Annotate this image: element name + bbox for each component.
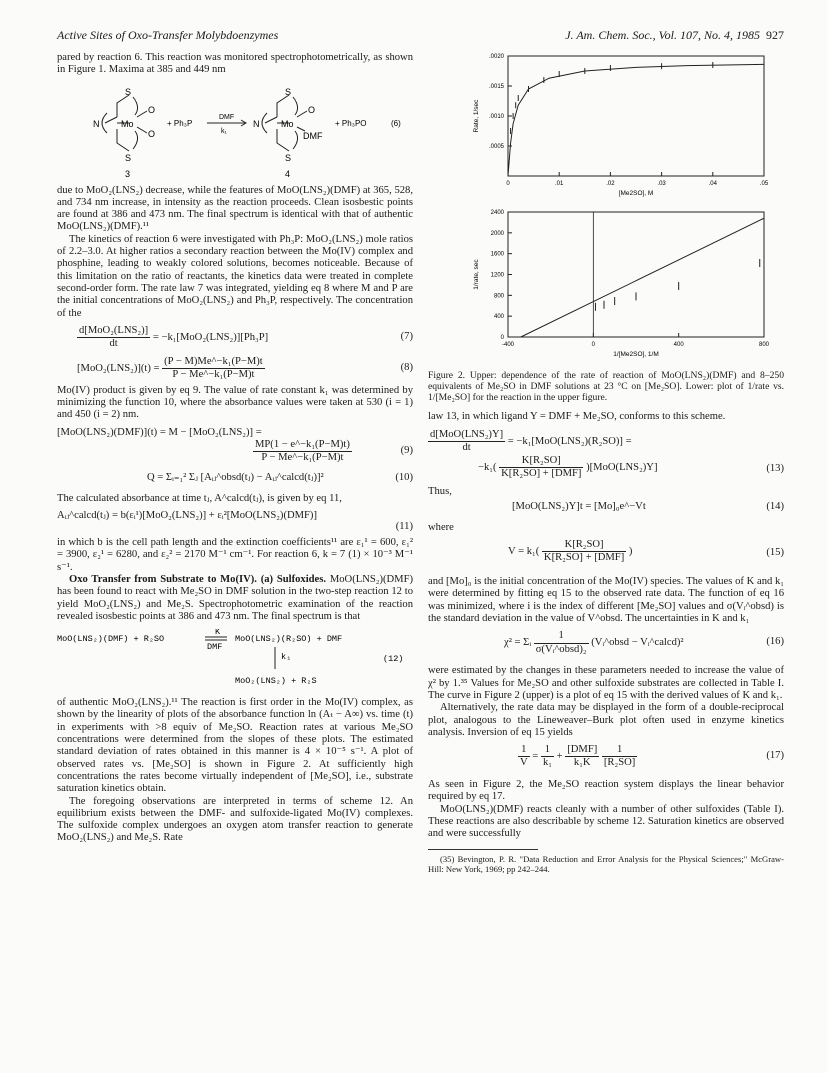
- eq14-body: [MoO(LNS₂)Y]t = [Mo]₀e^−Vt: [512, 500, 646, 512]
- y-axis-label: 1/rate, sec: [473, 259, 480, 290]
- paragraph: As seen in Figure 2, the Me₂SO reaction system displays the linear behavior required by eq 17.: [428, 779, 784, 803]
- equation-number: (7): [400, 330, 413, 342]
- eq13-inner-num: K[R₂SO]: [499, 455, 583, 468]
- eq8-denominator: P − Me^−k₁(P−M)t: [172, 369, 255, 381]
- paragraph: in which b is the cell path length and the extinction coefficients¹¹ are ε₁¹ = 600, ε₁² = 3900, ε₂¹ = 6280, and ε₂² = 2170 M⁻¹ cm⁻¹. For reaction 6, k = 7 (1) × 10⁻³ M⁻¹ s⁻¹.: [57, 537, 413, 573]
- y-tick-label: 400: [493, 314, 504, 321]
- x-tick-label: .03: [657, 181, 666, 187]
- y-tick-label: 0: [500, 335, 504, 341]
- x-tick-label: 0: [591, 342, 596, 348]
- y-tick-label: .0015: [488, 84, 504, 90]
- equation-7: [57, 323, 413, 351]
- y-tick-label: .0005: [488, 144, 504, 150]
- paragraph: Alternatively, the rate data may be displayed in the form of a double-reciprocal plot, analogous to the Lineweaver–Burk plot often used in enzyme kinetics analysis. Inversion of eq 15 yields: [428, 702, 784, 738]
- equation-number: (9): [400, 444, 413, 456]
- atom-o: O: [308, 104, 316, 115]
- paragraph: [57, 574, 413, 623]
- eq17-d-den: [R₂SO]: [603, 757, 636, 769]
- y-tick-label: 1200: [490, 272, 504, 279]
- y-tick-label: .0010: [488, 114, 504, 120]
- eq16-rhs: (Vᵢ^obsd − Vᵢ^calcd)²: [591, 637, 684, 649]
- reaction-6-drawing: [57, 83, 413, 179]
- eq8-lhs: [MoO₂(LNS₂)](t) =: [77, 363, 160, 375]
- eq13-rhs: = −k₁[MoO(LNS₂)(R₂SO)] =: [507, 435, 632, 447]
- ligand-dmf: DMF: [303, 130, 323, 141]
- equation-11: [57, 508, 413, 534]
- paragraph-text: MoO(LNS₂)(DMF) has been found to react with Me₂SO in DMF solution in the two-step reaction 12 to yield MoO₂(LNS₂) and Me₂S. Spectrophotometric examination of the reaction revealed isosbestic points at 386 and 473 nm. The final spectrum is that: [57, 573, 413, 622]
- eq17-a-den: V: [520, 757, 528, 769]
- eq17-a-num: 1: [518, 744, 530, 757]
- eq9-numerator: MP(1 − e^−k₁(P−M)t): [253, 439, 352, 452]
- eq16-lhs: χ² = Σᵢ: [504, 637, 532, 649]
- eq17-c-den: k₁K: [573, 757, 591, 769]
- chart-upper: [473, 54, 769, 197]
- eq7-rhs: = −k₁[MoO₂(LNS₂)][Ph₃P]: [152, 332, 269, 344]
- equation-15: V = k₁( $\frac{\text{K[R₂SO]}}{\text{K[R₂SO] + [DMF]}}$ ) (15): [508, 539, 784, 564]
- reaction-scheme-12: [57, 629, 413, 691]
- equation-number: (15): [766, 547, 784, 559]
- regression-line: [521, 218, 764, 337]
- x-tick-label: 800: [758, 342, 770, 348]
- scheme12-under: DMF: [207, 642, 223, 653]
- x-axis-label: 1/[Me2SO], 1/M: [613, 351, 659, 358]
- atom-n: N: [93, 118, 100, 129]
- chart-lower: [473, 210, 770, 358]
- equation-number: (17): [766, 750, 784, 762]
- x-tick-label: .05: [759, 181, 769, 187]
- scheme12-k1: k₁: [281, 652, 292, 663]
- equation-number: (11): [395, 521, 413, 533]
- equation-17: $\frac{1}{V}$ = $\frac{1}{\text{k₁}}$ + $\frac{\text{[DMF]}}{\text{k₁K}}$ $\frac{1}{\text{[R₂SO]}}$ (17): [520, 744, 784, 769]
- eq7-numerator: d[MoO₂(LNS₂)]: [77, 325, 150, 338]
- arrow-bottom-label: k₁: [221, 127, 227, 135]
- plot-frame: [508, 212, 764, 337]
- equation-9: [57, 425, 413, 467]
- equation-13: $\frac{\text{d[MoO(LNS₂)Y]}}{dt}$ = −k₁[MoO(LNS₂)(R₂SO)] = −k₁( $\frac{\text{K[R₂SO]}}{\text{K[R₂SO] + [DMF]}}$ )[MoO(LNS₂)Y] (13): [430, 428, 784, 479]
- atom-o2: O: [148, 128, 156, 139]
- x-tick-label: .01: [555, 181, 564, 187]
- y-tick-label: .0020: [488, 54, 504, 60]
- equation-number: (6): [391, 118, 401, 128]
- paragraph: due to MoO₂(LNS₂) decrease, while the features of MoO(LNS₂)(DMF) at 365, 528, and 734 nm increase, in intensity as the reaction proceeds. Clean isosbestic points are found at 386 and 473 nm. The final spectrum is identical with that of authentic MoO(LNS₂)(DMF).¹¹: [57, 184, 413, 233]
- eq7-denominator: dt: [109, 338, 118, 350]
- eq15-lhs: V = k₁: [508, 546, 536, 558]
- y-tick-label: 800: [493, 293, 504, 300]
- compound-number-3: 3: [125, 168, 131, 179]
- equation-8: [57, 354, 413, 382]
- atom-o1: O: [148, 104, 156, 115]
- x-tick-label: -400: [501, 342, 515, 348]
- eq9-denominator: P − Me^−k₁(P−M)t: [261, 452, 344, 464]
- equation-number: (12): [383, 654, 404, 665]
- plot-frame: [508, 56, 764, 176]
- left-column: [57, 52, 413, 845]
- reaction-scheme-6: [57, 83, 413, 179]
- equation-number: (16): [766, 636, 784, 648]
- eq15-numerator: K[R₂SO]: [542, 539, 626, 552]
- paragraph: The kinetics of reaction 6 were investigated with Ph₃P: MoO₂(LNS₂) mole ratios of 2.2–3.0. At higher ratios a secondary reaction between the Mo(IV) complex and phosphine, leading to weakly colored solutions, becomes noticeable. Because of this limitation on the ratio of reactants, the kinetics data were treated in complete second-order form. The rate law 7 was integrated, yielding eq 8 where M and P are the initial concentrations of MoO₂(LNS₂) and Ph₃P, respectively. The concentration of the: [57, 233, 413, 319]
- x-tick-label: 0: [506, 181, 510, 187]
- atom-mo: Mo: [121, 118, 134, 129]
- figure-caption: Figure 2. Upper: dependence of the rate of reaction of MoO(LNS₂)(DMF) and 8–250 equivalents of Me₂SO in DMF solutions at 23 °C on [Me₂SO]. Lower: plot of 1/rate vs. 1/[Me₂SO] for the reaction in the upper figure.: [428, 370, 784, 404]
- eq13-line2-pre: −k₁: [478, 461, 493, 473]
- eq13-denominator: dt: [462, 441, 471, 453]
- arrow-top-label: DMF: [219, 113, 235, 121]
- scheme-12-drawing: [57, 629, 413, 691]
- eq17-b-den: k₁: [542, 757, 552, 769]
- page-number: 927: [766, 28, 784, 42]
- atom-s-top: S: [125, 86, 132, 97]
- eq16-numerator: 1: [534, 630, 589, 643]
- eq8-numerator: (P − M)Me^−k₁(P−M)t: [162, 356, 265, 369]
- eq11-body: Aᵢⱼ^calcd(tⱼ) = b(εᵢ¹)[MoO₂(LNS₂)] + εᵢ²[MoO(LNS₂)(DMF)]: [57, 510, 317, 522]
- y-tick-label: 2400: [490, 210, 504, 216]
- eq15-denominator: K[R₂SO] + [DMF]: [543, 552, 625, 564]
- paragraph: The foregoing observations are interpreted in terms of scheme 12. An equilibrium exists between the DMF- and sulfoxide-ligated Mo(IV) complexes. The sulfoxide complex undergoes an oxygen atom transfer reaction to generate MoO₂(LNS₂) and Me₂S. Rate: [57, 795, 413, 844]
- scheme12-k: K: [215, 629, 221, 638]
- paragraph: law 13, in which ligand Y = DMF + Me₂SO, conforms to this scheme.: [428, 411, 726, 423]
- eq9-lhs: [MoO(LNS₂)(DMF)](t) = M − [MoO₂(LNS₂)] =: [57, 426, 262, 438]
- equation-16: [428, 628, 784, 662]
- paragraph: were estimated by the changes in these parameters needed to increase the value of χ² by 1.³⁵ Values for Me₂SO and other sulfoxide substrates are collected in Table I. The curve in Figure 2 (upper) is a plot of eq 15 with the derived values of K and k₁.: [428, 665, 784, 701]
- scheme12-reactants: MoO(LNS₂)(DMF) + R₂SO: [57, 634, 165, 645]
- eq17-b-num: 1: [541, 744, 554, 757]
- equation-number: (14): [766, 500, 784, 512]
- running-title: Active Sites of Oxo-Transfer Molybdoenzymes: [57, 28, 279, 42]
- eq16-denominator: σ(Vᵢ^obsd)₂: [535, 643, 587, 655]
- paragraph: pared by reaction 6. This reaction was monitored spectrophotometrically, as shown in Figure 1. Maxima at 385 and 449 nm: [57, 52, 413, 76]
- equation-10: [57, 470, 413, 490]
- atom-n: N: [253, 118, 260, 129]
- scheme12-products: MoO(LNS₂)(R₂SO) + DMF: [235, 634, 343, 645]
- paragraph: Mo(IV) product is given by eq 9. The value of rate constant k₁ was determined by minimizing the function 10, where the absorbance values were taken at 530 (i = 1) and 450 (i = 2) nm.: [57, 384, 413, 421]
- y-tick-label: 2000: [490, 230, 504, 237]
- compound-number-4: 4: [285, 168, 291, 179]
- footnote: (35) Bevington, P. R. "Data Reduction and Error Analysis for the Physical Sciences;" McGraw-Hill: New York, 1969; pp 242–244.: [428, 853, 784, 874]
- eq13-inner-den: K[R₂SO] + [DMF]: [501, 467, 582, 479]
- paragraph: and [Mo]₀ is the initial concentration of the Mo(IV) species. The values of K and k₁ were determined by fitting eq 15 to the observed rate data. The function of eq 16 was minimized, where i is the index of different [Me₂SO] values and σ(Vᵢ^obsd) is the standard deviation in the value of V^obsd. The uncertainties in K and k₁: [428, 576, 784, 625]
- equation-14: [428, 501, 784, 519]
- scheme12-final: MoO₂(LNS₂) + R₂S: [235, 676, 317, 687]
- y-axis-label: Rate, 1/sec: [473, 99, 480, 133]
- equation-number: (13): [766, 462, 784, 474]
- paragraph: MoO(LNS₂)(DMF) reacts cleanly with a number of other sulfoxides (Table I). These reactions are also describable by scheme 12. Saturation kinetics are observed and were successfully: [428, 803, 784, 840]
- reagent-label: + Ph₃P: [167, 118, 193, 128]
- x-axis-label: [Me2SO], M: [618, 190, 654, 197]
- x-tick-label: .02: [606, 181, 615, 187]
- equation-number: (10): [395, 471, 413, 483]
- eq13-numerator: d[MoO(LNS₂)Y]: [428, 429, 505, 442]
- section-heading: Oxo Transfer from Substrate to Mo(IV). (a) Sulfoxides.: [69, 573, 327, 585]
- eq10-body: Q = Σᵢ₌₁² Σⱼ [Aᵢⱼ^obsd(tⱼ) − Aᵢⱼ^calcd(tⱼ)]²: [147, 471, 324, 483]
- footnote-rule: [428, 849, 538, 850]
- figure-2: [428, 52, 784, 362]
- equation-number: (8): [400, 361, 413, 373]
- eq17-c-num: [DMF]: [565, 744, 599, 757]
- right-column: [428, 52, 784, 874]
- x-tick-label: .04: [708, 181, 717, 187]
- journal-name: J. Am. Chem. Soc., Vol. 107, No. 4, 1985: [565, 28, 760, 42]
- paragraph: where: [428, 521, 454, 533]
- y-tick-label: 1600: [490, 251, 504, 258]
- paragraph: of authentic MoO₂(LNS₂).¹¹ The reaction is first order in the Mo(IV) complex, as shown by the linearity of plots of the absorbance function ln (Aₜ − A∞) vs. time (t) in experiments with >8 equiv of Me₂SO. Reaction rates at various Me₂SO concentrations were determined from the slopes of these plots. The estimated standard deviation of rates obtained in this manner is 4 × 10⁻⁵ s⁻¹. A plot of observed rates vs. [Me₂SO] is shown in Figure 2. At sufficiently high concentrations the rates become virtually independent of [Me₂SO], i.e., substrate saturation kinetics obtain.: [57, 697, 413, 795]
- x-tick-label: 400: [673, 342, 684, 348]
- atom-s-top: S: [285, 86, 292, 97]
- fit-curve: [508, 64, 764, 176]
- paragraph: Thus,: [428, 485, 452, 497]
- atom-s-bottom: S: [285, 152, 292, 163]
- journal-citation: [565, 28, 784, 43]
- atom-s-bottom: S: [125, 152, 132, 163]
- eq13-line2-post: [MoO(LNS₂)Y]: [589, 461, 658, 473]
- product-label: + Ph₃PO: [335, 118, 367, 128]
- paragraph: The calculated absorbance at time tⱼ, A^calcd(tⱼ), is given by eq 11,: [57, 492, 342, 504]
- atom-mo: Mo: [281, 118, 294, 129]
- eq17-d-num: 1: [602, 744, 637, 757]
